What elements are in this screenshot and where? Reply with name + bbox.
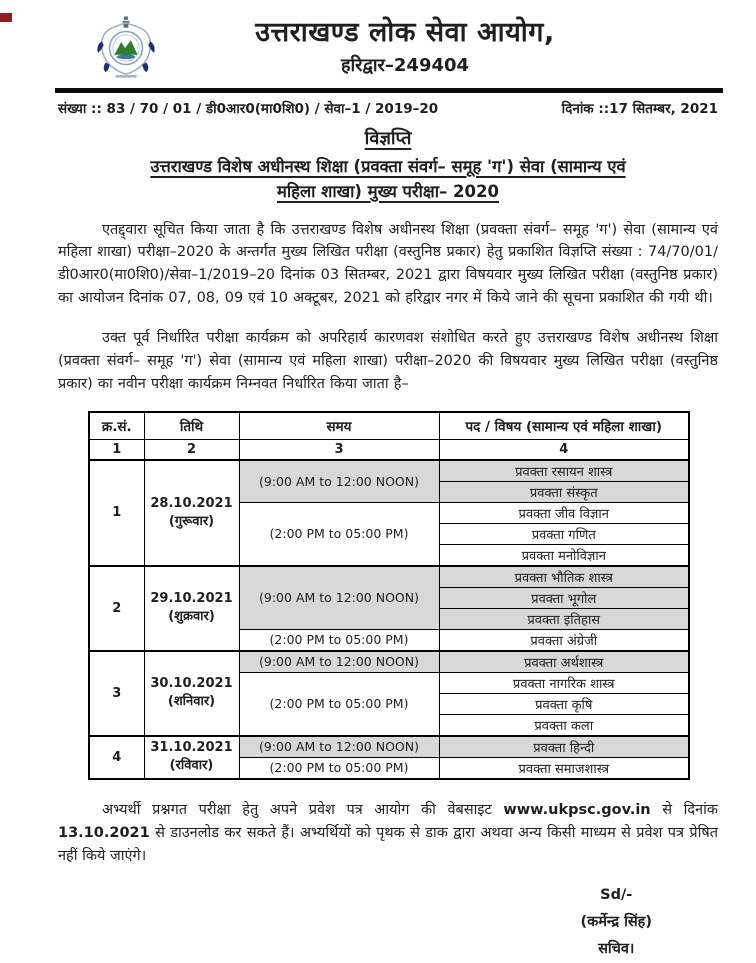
- table-body: [89, 460, 689, 779]
- column-number-4: 4: [439, 440, 689, 460]
- exam-subject-line2: महिला शाखा) मुख्य परीक्षा– 2020: [277, 181, 499, 201]
- subject-cell: प्रवक्ता जीव विज्ञान: [439, 502, 689, 523]
- emblem-icon: [92, 16, 160, 80]
- body-paragraph-2: उक्त पूर्व निर्धारित परीक्षा कार्यक्रम को अपरिहार्य कारणवश संशोधित करते हुए उत्तराखण्ड विशेष अधीनस्थ शिक्षा (प्रवक्ता संवर्ग– समूह 'ग') सेवा (सामान्य एवं महिला शाखा) परीक्षा–2020 की विषयवार मुख्य लिखित परीक्षा (वस्तुनिष्ठ प्रकार) का नवीन परीक्षा कार्यक्रम निम्नवत निर्धारित किया जाता है–: [58, 330, 718, 392]
- organization-address: हरिद्वार–249404: [340, 55, 470, 76]
- issue-date: दिनांक ::17 सितम्बर, 2021: [561, 101, 718, 117]
- exam-schedule-table: [88, 411, 690, 780]
- table-row: [89, 736, 689, 758]
- subject-cell: प्रवक्ता अर्थशास्त्र: [439, 651, 689, 673]
- footer-text-2: से दिनांक: [650, 801, 718, 818]
- subject-cell: प्रवक्ता भौतिक शास्त्र: [439, 566, 689, 588]
- website-text: www.ukpsc.gov.in: [503, 801, 651, 818]
- table-row: [89, 460, 689, 482]
- column-number-3: 3: [239, 440, 439, 460]
- time-cell: (9:00 AM to 12:00 NOON): [239, 651, 439, 673]
- admit-card-paragraph: [58, 799, 718, 869]
- subject-cell: प्रवक्ता संस्कृत: [439, 481, 689, 502]
- reference-number: संख्या :: 83 / 70 / 01 / डी0आर0(मा0शि0) / सेवा–1 / 2019–20: [58, 101, 439, 117]
- exam-subject-line1: उत्तराखण्ड विशेष अधीनस्थ शिक्षा (प्रवक्ता संवर्ग– समूह 'ग') सेवा (सामान्य एवं: [150, 157, 626, 176]
- notice-title: विज्ञप्ति: [364, 128, 412, 149]
- column-number-row: [89, 440, 689, 460]
- download-date: 13.10.2021: [58, 825, 150, 842]
- date-cell: 28.10.2021 (गुरूवार): [144, 460, 239, 566]
- subject-cell: प्रवक्ता गणित: [439, 523, 689, 544]
- time-cell: (2:00 PM to 05:00 PM): [239, 502, 439, 566]
- exam-subject-heading: [58, 155, 718, 205]
- serial-cell: 2: [89, 566, 144, 651]
- subject-cell: प्रवक्ता अंग्रेजी: [439, 629, 689, 651]
- footer-text-1: अभ्यर्थी प्रश्नगत परीक्षा हेतु अपने प्रवेश पत्र आयोग की वेबसाइट: [102, 801, 504, 818]
- time-cell: (9:00 AM to 12:00 NOON): [239, 460, 439, 503]
- date-cell: 29.10.2021 (शुक्रवार): [144, 566, 239, 651]
- time-cell: (2:00 PM to 05:00 PM): [239, 629, 439, 651]
- serial-cell: 3: [89, 651, 144, 736]
- signature-block: [580, 882, 652, 962]
- subject-cell: प्रवक्ता कृषि: [439, 693, 689, 714]
- signatory-designation: सचिव।: [598, 941, 635, 958]
- subject-cell: प्रवक्ता इतिहास: [439, 608, 689, 629]
- signature-sd: Sd/-: [600, 887, 633, 904]
- header-serial: क्र.सं.: [89, 412, 144, 440]
- body-paragraph-1: एतद्द्वारा सूचित किया जाता है कि उत्तराखण्ड विशेष अधीनस्थ शिक्षा (प्रवक्ता संवर्ग– समूह 'ग') सेवा (सामान्य एवं महिला शाखा) परीक्षा–2020 के अन्तर्गत मुख्य लिखित परीक्षा (वस्तुनिष्ठ प्रकार) हेतु प्रकाशित विज्ञप्ति संख्या : 74/70/01/डी0आर0(मा0शि0)/सेवा–1/2019–20 दिनांक 03 सितम्बर, 2021 द्वारा विषयवार मुख्य लिखित परीक्षा (वस्तुनिष्ठ प्रकार) का आयोजन दिनांक 07, 08, 09 एवं 10 अक्टूबर, 2021 को हरिद्वार नगर में किये जाने की सूचना प्रकाशित की गयी थी।: [58, 221, 718, 307]
- header-divider-rule: [55, 88, 723, 93]
- table-row: [89, 566, 689, 588]
- document-header: [58, 12, 718, 77]
- subject-cell: प्रवक्ता कला: [439, 714, 689, 736]
- column-number-2: 2: [144, 440, 239, 460]
- footer-text-3: से डाउनलोड कर सकते हैं। अभ्यर्थियों को पृथक से डाक द्वारा अथवा अन्य किसी माध्यम से प्रवेश पत्र प्रेषित नहीं किये जाएंगे।: [58, 825, 718, 865]
- scan-artifact-red-mark: [0, 13, 12, 22]
- date-cell: 30.10.2021 (शनिवार): [144, 651, 239, 736]
- subject-cell: प्रवक्ता नागरिक शास्त्र: [439, 672, 689, 693]
- date-cell: 31.10.2021 (रविवार): [144, 736, 239, 779]
- header-date: तिथि: [144, 412, 239, 440]
- serial-cell: 4: [89, 736, 144, 779]
- subject-cell: प्रवक्ता मनोविज्ञान: [439, 544, 689, 566]
- ukpsc-emblem-logo: [92, 16, 160, 80]
- subject-cell: प्रवक्ता समाजशास्त्र: [439, 757, 689, 779]
- table-row: [89, 651, 689, 673]
- signatory-name: (कर्मेन्द्र सिंह): [580, 914, 652, 931]
- subject-cell: प्रवक्ता भूगोल: [439, 587, 689, 608]
- time-cell: (9:00 AM to 12:00 NOON): [239, 566, 439, 630]
- reference-line: [58, 99, 718, 117]
- serial-cell: 1: [89, 460, 144, 566]
- column-number-1: 1: [89, 440, 144, 460]
- subject-cell: प्रवक्ता रसायन शास्त्र: [439, 460, 689, 482]
- organization-name: उत्तराखण्ड लोक सेवा आयोग,: [255, 17, 555, 48]
- header-post-subject: पद / विषय (सामान्य एवं महिला शाखा): [439, 412, 689, 440]
- header-time: समय: [239, 412, 439, 440]
- subject-cell: प्रवक्ता हिन्दी: [439, 736, 689, 758]
- table-header-row: [89, 412, 689, 440]
- time-cell: (2:00 PM to 05:00 PM): [239, 757, 439, 779]
- time-cell: (2:00 PM to 05:00 PM): [239, 672, 439, 736]
- time-cell: (9:00 AM to 12:00 NOON): [239, 736, 439, 758]
